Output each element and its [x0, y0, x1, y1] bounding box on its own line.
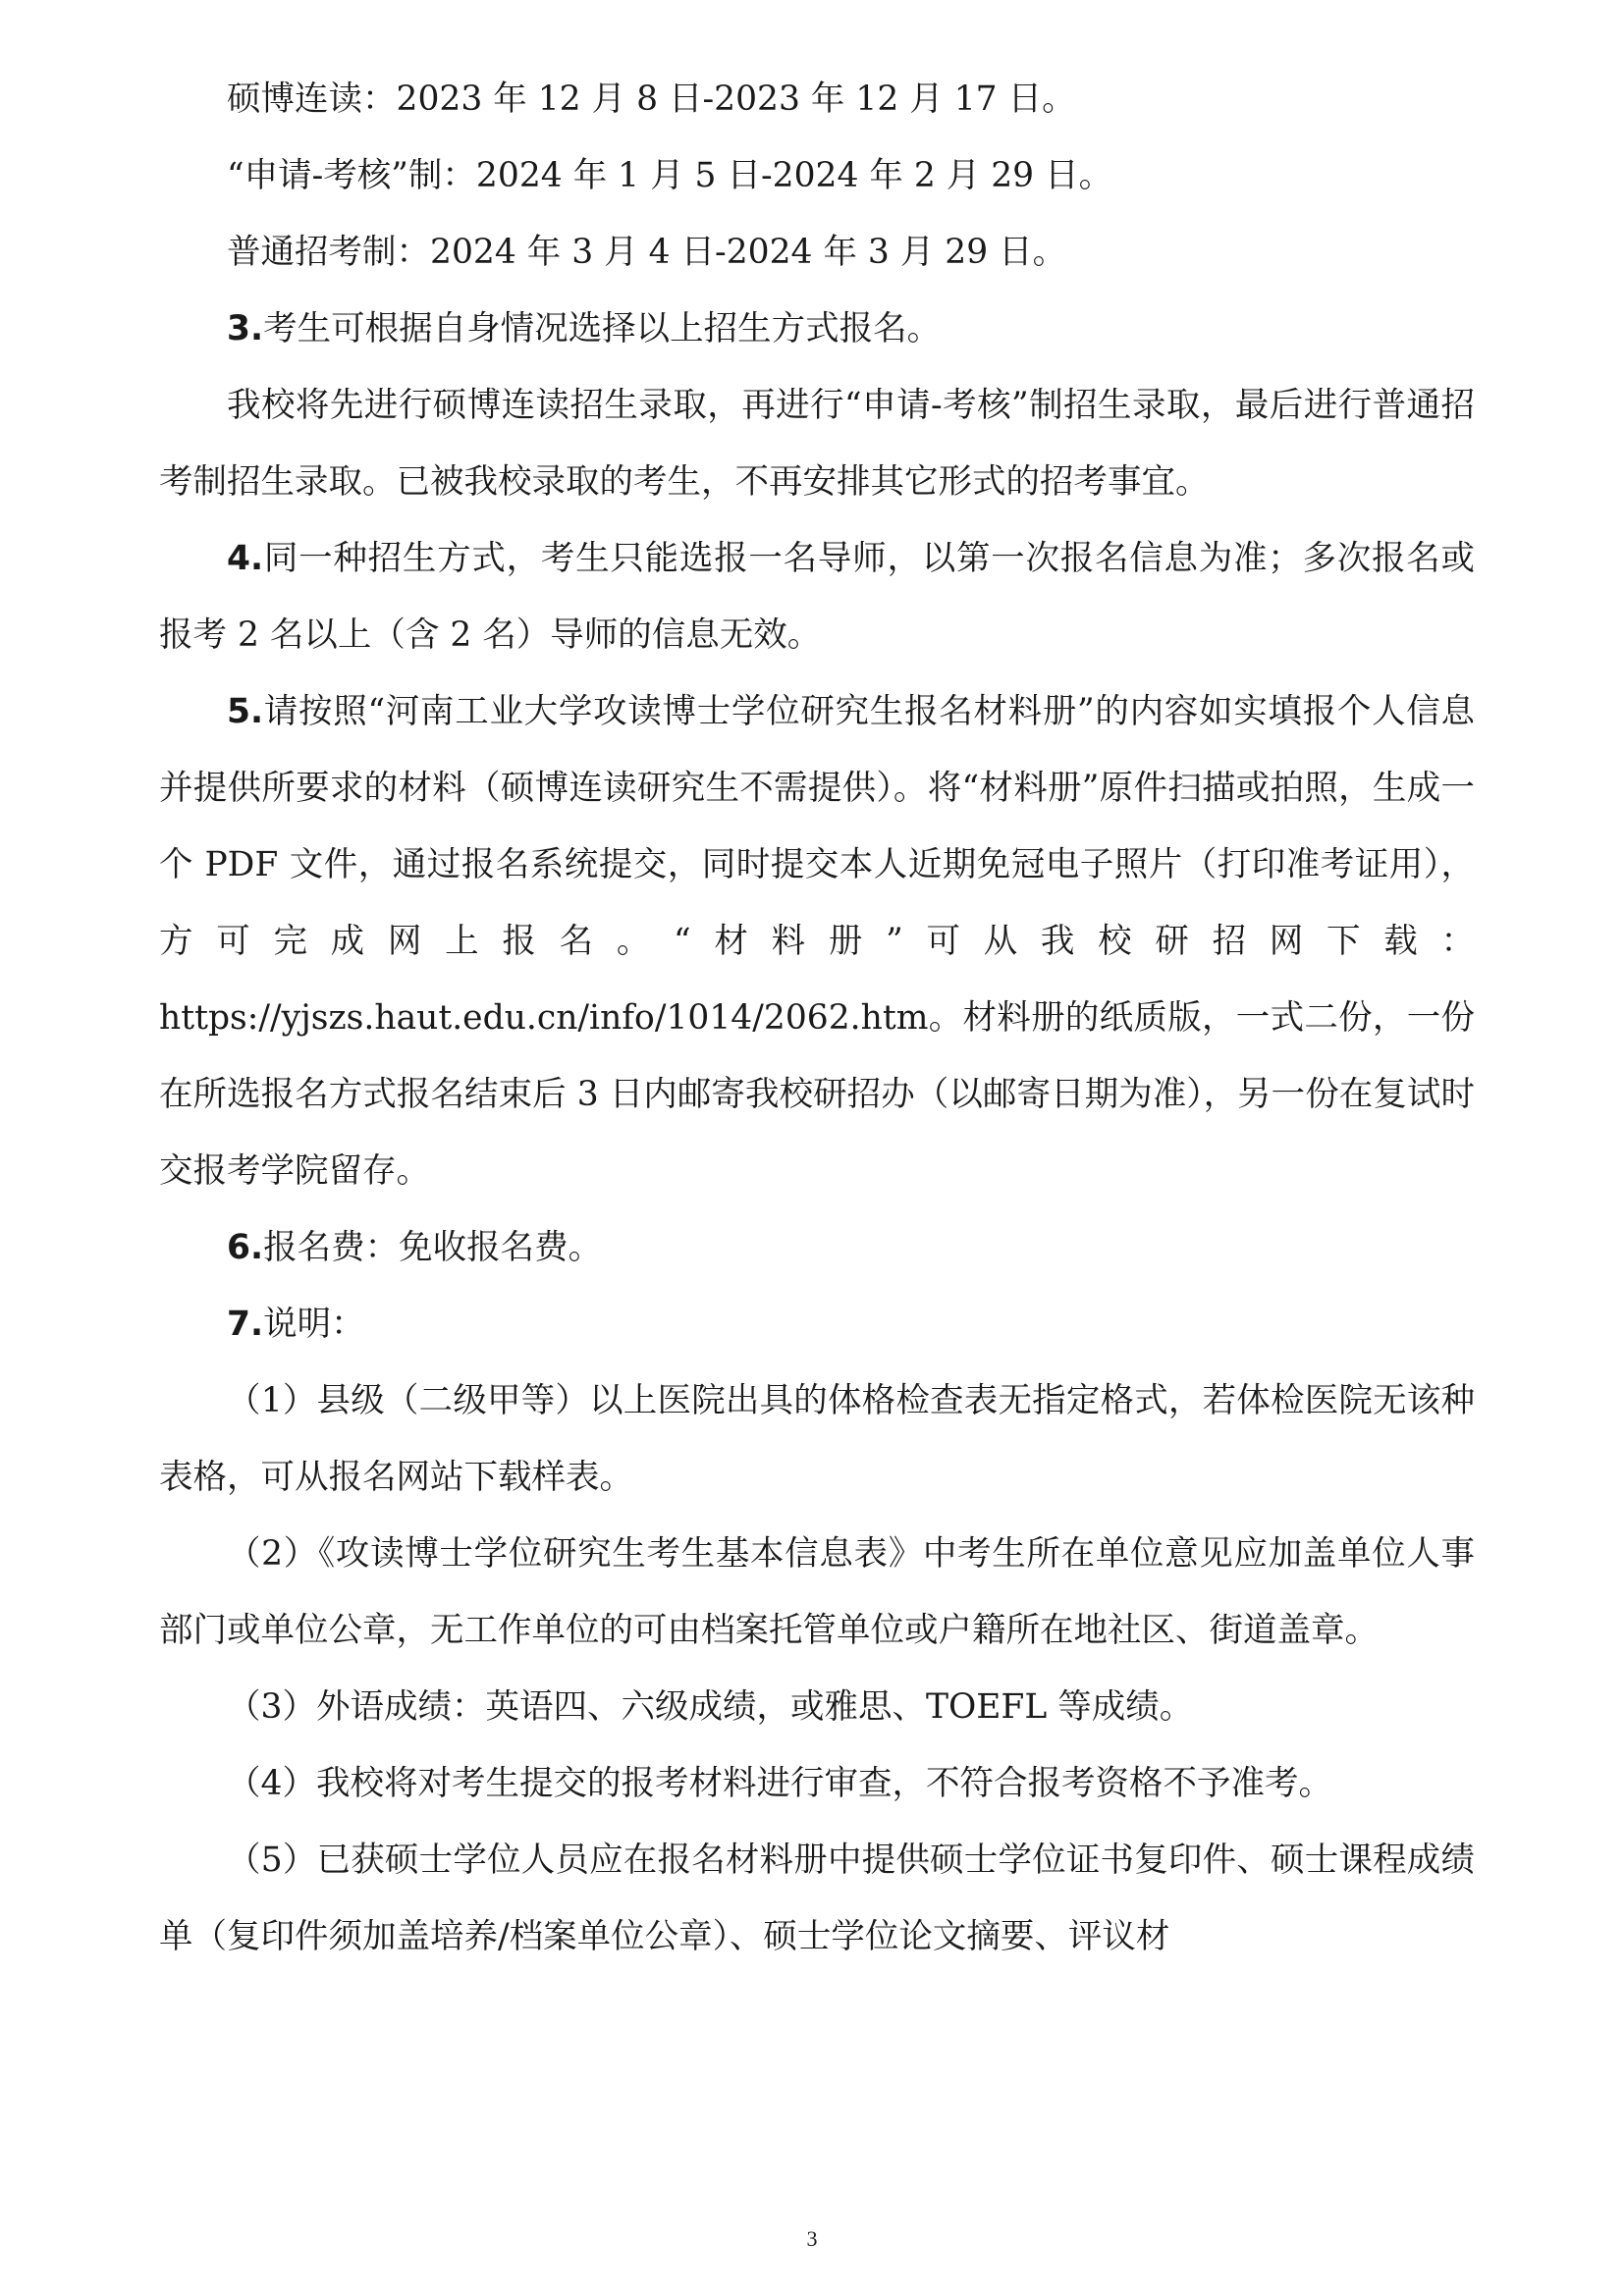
- document-body: [159, 61, 1475, 1975]
- item-number: 4.: [227, 539, 264, 578]
- paragraph-note-1: [159, 1362, 1475, 1516]
- paragraph-text: （3）外语成绩：英语四、六级成绩，或雅思、TOEFL 等成绩。: [227, 1687, 1194, 1727]
- item-number: 3.: [227, 309, 264, 348]
- paragraph-text: （1）县级（二级甲等）以上医院出具的体格检查表无指定格式，若体检医院无该种表格，可从报名网站下载样表。: [159, 1381, 1475, 1497]
- paragraph-text: 报名费：免收报名费。: [263, 1228, 603, 1267]
- paragraph-text: 硕博连读：2023 年 12 月 8 日-2023 年 12 月 17 日。: [227, 80, 1076, 119]
- paragraph-putong-dates: [159, 214, 1475, 291]
- paragraph-item-7: [159, 1286, 1475, 1362]
- page-number: 3: [806, 2226, 818, 2251]
- paragraph-text: （2）《攻读博士学位研究生考生基本信息表》中考生所在单位意见应加盖单位人事部门或单位公章，无工作单位的可由档案托管单位或户籍所在地社区、街道盖章。: [159, 1534, 1475, 1650]
- item-number: 7.: [227, 1305, 264, 1344]
- paragraph-text: 说明：: [263, 1305, 365, 1344]
- paragraph-note-2: [159, 1516, 1475, 1669]
- paragraph-note-4: [159, 1745, 1475, 1822]
- item-number: 5.: [227, 692, 264, 731]
- paragraph-text: 请按照“河南工业大学攻读博士学位研究生报名材料册”的内容如实填报个人信息并提供所要求的材料（硕博连读研究生不需提供）。将“材料册”原件扫描或拍照，生成一个 PDF 文件，通过报名系统提交，同时提交本人近期免冠电子照片（打印准考证用），方可完成网上报名。“材料册”可从我校研招网下载：https://yjszs.haut.edu.cn/info/1014/2062.htm。材料册的纸质版，一式二份，一份在所选报名方式报名结束后 3 日内邮寄我校研招办（以邮寄日期为准），另一份在复试时交报考学院留存。: [159, 692, 1475, 1191]
- paragraph-text: 我校将先进行硕博连读招生录取，再进行“申请-考核”制招生录取，最后进行普通招考制招生录取。已被我校录取的考生，不再安排其它形式的招考事宜。: [159, 386, 1475, 502]
- item-number: 6.: [227, 1228, 264, 1267]
- paragraph-note-5: [159, 1822, 1475, 1975]
- paragraph-text: （4）我校将对考生提交的报考材料进行审查，不符合报考资格不予准考。: [227, 1764, 1332, 1803]
- paragraph-text: “申请-考核”制：2024 年 1 月 5 日-2024 年 2 月 29 日。: [227, 156, 1113, 195]
- paragraph-text: 同一种招生方式，考生只能选报一名导师，以第一次报名信息为准；多次报名或报考 2 名以上（含 2 名）导师的信息无效。: [159, 539, 1475, 655]
- paragraph-item-6: [159, 1209, 1475, 1286]
- paragraph-note-3: [159, 1669, 1475, 1745]
- paragraph-text: （5）已获硕士学位人员应在报名材料册中提供硕士学位证书复印件、硕士课程成绩单（复印件须加盖培养/档案单位公章）、硕士学位论文摘要、评议材: [159, 1841, 1475, 1956]
- paragraph-item-3: [159, 291, 1475, 367]
- paragraph-text: 普通招考制：2024 年 3 月 4 日-2024 年 3 月 29 日。: [227, 233, 1067, 272]
- paragraph-item-3-detail: [159, 367, 1475, 520]
- paragraph-text: 考生可根据自身情况选择以上招生方式报名。: [263, 309, 942, 348]
- paragraph-item-4: [159, 520, 1475, 673]
- paragraph-shenqing-dates: [159, 137, 1475, 214]
- paragraph-item-5: [159, 673, 1475, 1209]
- paragraph-shuobo-dates: [159, 61, 1475, 137]
